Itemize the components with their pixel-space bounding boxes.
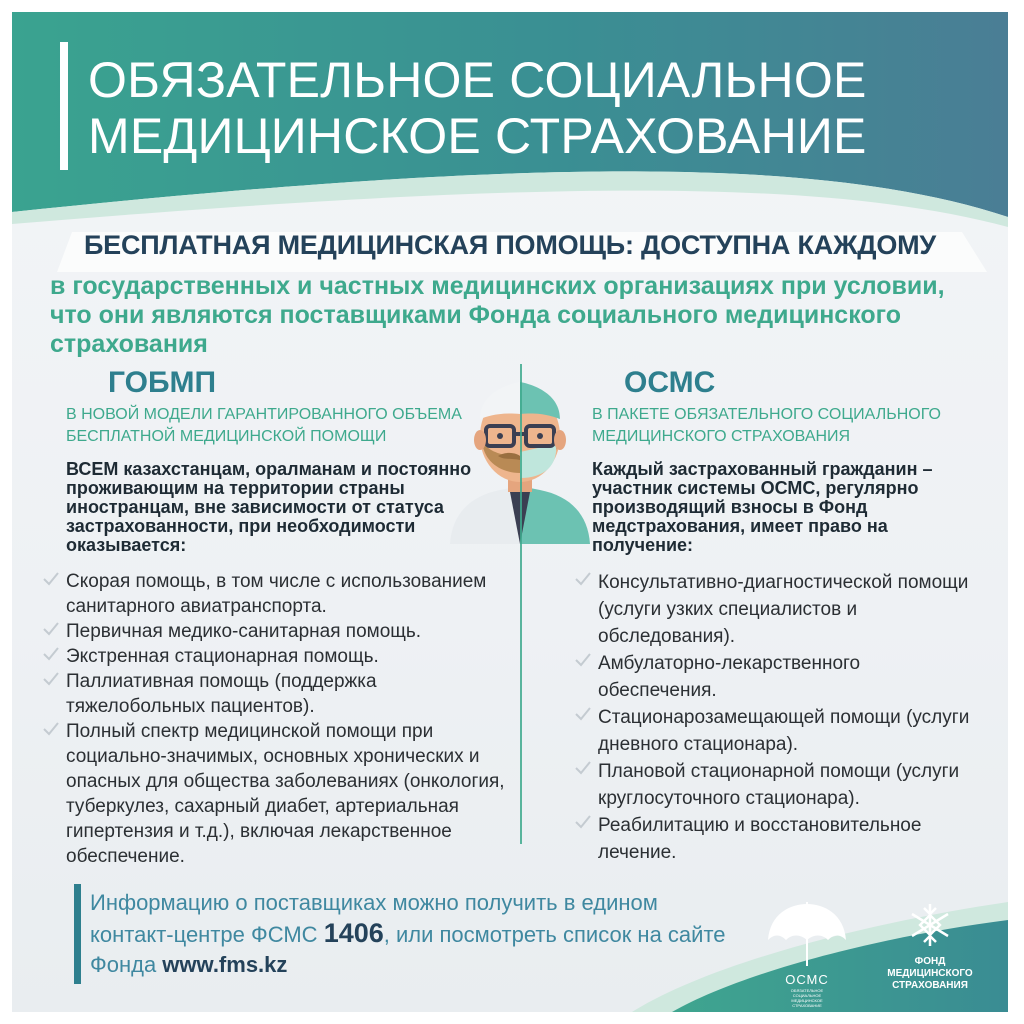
right-services-list [574,569,984,866]
list-item-text: Экстренная стационарная помощь. [66,646,379,667]
left-column-title: ГОБМП [108,366,217,399]
left-column-intro: ВСЕМ казахстанцам, оралманам и постоянно проживающим на территории страны иностранцам, вне зависимости от статуса застрахованности, при необходимости оказывается: [66,459,472,555]
fund-logo-line3: СТРАХОВАНИЯ [892,980,968,991]
check-icon [42,720,60,738]
list-item [42,644,512,669]
list-item-text: Скорая помощь, в том числе с использованием санитарного авиатранспорта. [66,571,487,617]
footer-accent-bar [74,884,81,984]
list-item [574,704,984,758]
list-item-text: Консультативно-диагностической помощи (услуги узких специалистов и обследования). [598,572,969,647]
list-item-text: Плановой стационарной помощи (услуги круглосуточного стационара). [598,761,960,809]
list-item-text: Паллиативная помощь (поддержка тяжелобольных пациентов). [66,671,377,717]
check-icon [574,705,592,723]
umbrella-icon [764,900,850,970]
list-item [574,569,984,650]
fund-logo-line2: МЕДИЦИНСКОГО [887,968,973,979]
list-item-text: Стационарозамещающей помощи (услуги дневного стационара). [598,707,970,755]
check-icon [42,620,60,638]
page-title [88,52,867,164]
right-column-title: ОСМС [624,366,716,399]
fund-logo-line1: ФОНД [914,956,946,967]
page-title-line1: ОБЯЗАТЕЛЬНОЕ СОЦИАЛЬНОЕ [88,52,867,108]
left-services-list [42,569,512,869]
check-icon [574,759,592,777]
footer-text-part2: , или посмотреть список на сайте Фонда [90,922,726,977]
list-item-text: Первичная медико-санитарная помощь. [66,621,422,642]
title-accent-bar [60,42,68,170]
right-column-subtitle: В ПАКЕТЕ ОБЯЗАТЕЛЬНОГО СОЦИАЛЬНОГО МЕДИЦИНСКОГО СТРАХОВАНИЯ [592,406,941,445]
website-link[interactable]: www.fms.kz [162,952,288,977]
list-item [574,812,984,866]
list-item-text: Амбулаторно-лекарственного обеспечения. [598,653,861,701]
left-column-subtitle: В НОВОЙ МОДЕЛИ ГАРАНТИРОВАННОГО ОБЪЕМА БЕСПЛАТНОЙ МЕДИЦИНСКОЙ ПОМОЩИ [66,406,462,445]
osms-logo-name: ОСМС [785,972,829,987]
check-icon [574,813,592,831]
lead-text: в государственных и частных медицинских организациях при условии, что они являются поставщиками Фонда социального медицинского страхования [50,272,945,358]
osms-logo-caption: ОБЯЗАТЕЛЬНОЕ СОЦИАЛЬНОЕ МЕДИЦИНСКОЕ СТРАХОВАНИЕ [790,988,824,1008]
footer-text-part1: Информацию о поставщиках можно получить в едином контакт-центре ФСМС [90,890,658,947]
check-icon [42,645,60,663]
list-item [42,719,512,869]
list-item-text: Реабилитацию и восстановительное лечение. [598,815,922,863]
snowflake-icon [905,900,955,950]
check-icon [42,570,60,588]
check-icon [574,570,592,588]
list-item [42,669,512,719]
list-item-text: Полный спектр медицинской помощи при социально-значимых, основных хронических и опасных для общества заболеваниях (онкология, туберкулез, сахарный диабет, артериальная гипертензия и т.д.), включая лекарственное обеспечение. [66,721,505,867]
section-heading: БЕСПЛАТНАЯ МЕДИЦИНСКАЯ ПОМОЩЬ: ДОСТУПНА КАЖДОМУ [83,230,937,260]
infographic-card [12,12,1008,1012]
fund-logo [870,900,990,1004]
osms-logo [764,900,850,1008]
contact-phone: 1406 [323,918,384,948]
page-title-line2: МЕДИЦИНСКОЕ СТРАХОВАНИЕ [88,108,867,164]
column-divider [520,364,522,844]
list-item [574,758,984,812]
list-item [574,650,984,704]
list-item [42,619,512,644]
footer-info [90,888,730,980]
list-item [42,569,512,619]
check-icon [42,670,60,688]
check-icon [574,651,592,669]
right-column-intro: Каждый застрахованный гражданин – участник системы ОСМС, регулярно производящий взносы в Фонд медстрахования, имеет право на получение: [592,459,933,555]
